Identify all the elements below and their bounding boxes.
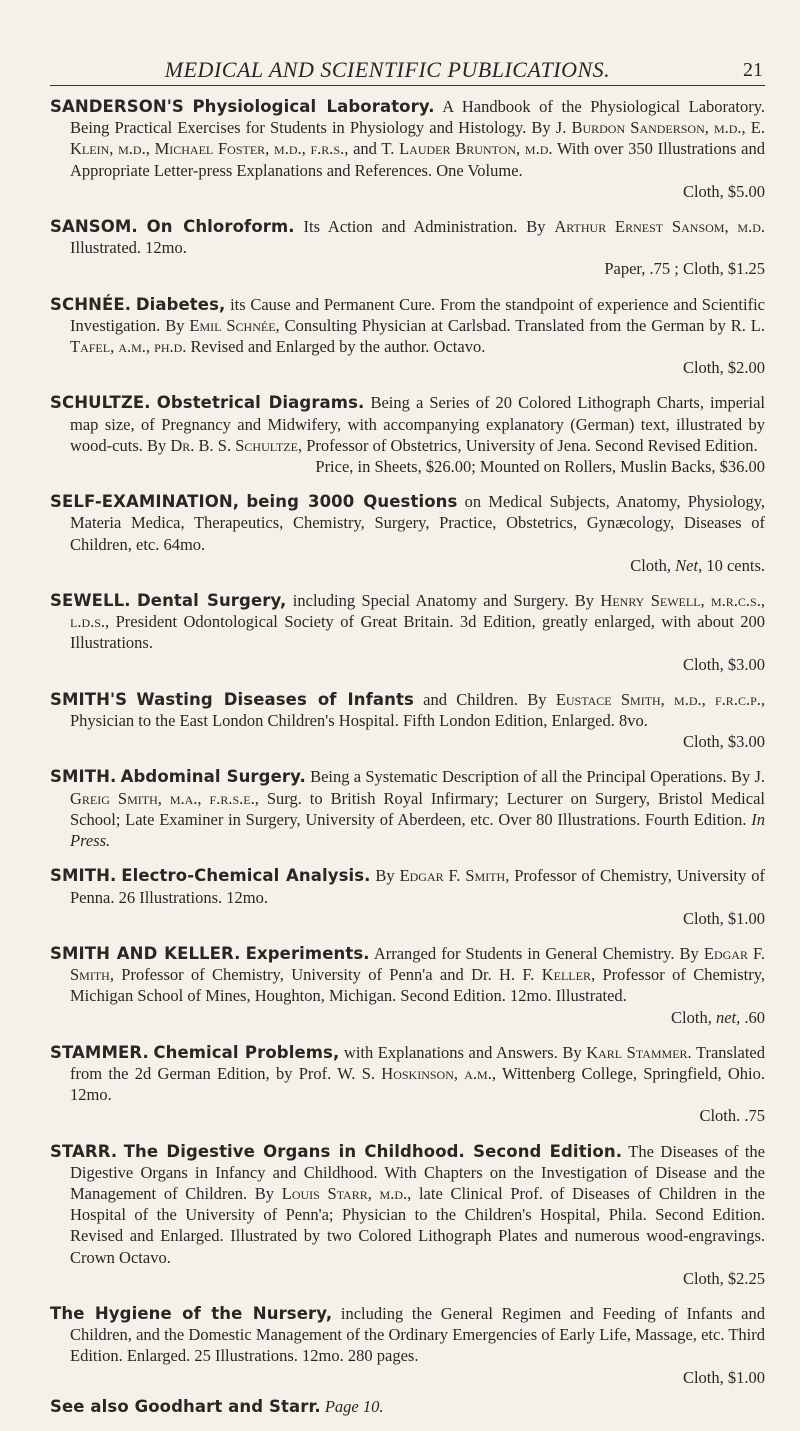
entry-author: STAMMER.: [50, 1042, 149, 1062]
entry-price: [70, 1007, 765, 1028]
catalog-page: [50, 55, 765, 1431]
entry-description: President Odontological Society of Great Britain. 3d Edition, greatly enlarged, with about 200 Illustrations.: [70, 612, 765, 653]
entry-status: In Press.: [70, 809, 766, 851]
entry-title: Abdominal Surgery.: [120, 767, 306, 787]
entry-author: SMITH.: [50, 866, 117, 886]
running-title: MEDICAL AND SCIENTIFIC PUBLICATIONS.: [164, 57, 611, 82]
entry-description: Wittenberg College, Springfield, Ohio. 12mo.: [70, 1063, 765, 1105]
entry-price: [70, 555, 765, 576]
catalog-entry: [50, 1042, 765, 1127]
entry-names: Greig Smith, m.a., f.r.s.e.,: [70, 788, 259, 808]
entry-description: Professor of Obstetrics, University of Jena. Second Revised Edition.: [302, 435, 758, 455]
entry-description: Professor of Chemistry, University of Penna. 26 Illustrations. 12mo.: [70, 866, 765, 907]
entry-author: SMITH'S: [50, 689, 128, 709]
entry-description: Being a Systematic Description of all the Principal Operations. By J.: [310, 767, 765, 787]
catalog-entry: [50, 766, 765, 851]
entry-description: on Medical Subjects, Anatomy, Physiology, Materia Medica, Therapeutics, Chemistry, Surgery, Practice, Obstetrics, Gynæcology, Diseases of Children, etc. 64mo.: [70, 492, 766, 554]
entry-title: Electro-Chemical Analysis.: [121, 866, 371, 886]
entry-title: Physiological Laboratory.: [192, 97, 435, 116]
entry-names: Louis Starr, m.d.,: [281, 1183, 412, 1203]
see-also-text: See also Goodhart and Starr.: [50, 1396, 321, 1416]
catalog-entry: [50, 865, 765, 929]
entry-names: Keller,: [541, 965, 596, 985]
entry-description: With over 350 Illustrations and Appropriate Letter-press Explanations and References. One Volume.: [70, 139, 765, 180]
entry-title: The Hygiene of the Nursery,: [50, 1303, 333, 1323]
entry-names: Arthur Ernest Sansom, m.d.: [554, 217, 765, 237]
entry-description: Translated from the 2d German Edition, by Prof. W. S.: [70, 1042, 765, 1083]
entry-price-net: net,: [715, 1007, 741, 1027]
entry-author: SCHNÉE.: [50, 294, 132, 314]
entry-title: Experiments.: [245, 943, 370, 963]
catalog-entry: [50, 943, 765, 1028]
entry-price-suffix: 10 cents.: [702, 555, 765, 575]
entry-names: Henry Sewell, m.r.c.s., l.d.s.,: [70, 591, 765, 632]
entry-names: Burdon Sanderson, m.d., E. Klein, m.d., Michael Foster, m.d., f.r.s.,: [70, 118, 765, 159]
entry-author: SELF-EXAMINATION,: [50, 492, 240, 512]
entry-price: Cloth, $2.00: [682, 358, 765, 378]
entry-description: Being a Series of 20 Colored Lithograph Charts, imperial map size, of Pregnancy and Midwifery, with accompanying explanatory (German) text, illustrated by wood-cuts. By: [70, 393, 766, 455]
entry-author: SMITH.: [50, 767, 117, 787]
entry-price: Cloth, $1.00: [682, 908, 765, 928]
entry-price: Cloth, $5.00: [682, 181, 765, 201]
see-also-note: [50, 1396, 765, 1417]
entry-description: Illustrated. 12mo.: [70, 238, 187, 258]
catalog-entry: [50, 294, 765, 379]
entry-names: Emil Schnée,: [189, 315, 280, 335]
entry-price: Cloth, $2.25: [682, 1268, 765, 1288]
entry-description: Arranged for Students in General Chemistry. By: [373, 943, 704, 963]
entry-description: and T.: [348, 139, 400, 159]
entry-price: Price, in Sheets, $26.00; Mounted on Rollers, Muslin Backs, $36.00: [315, 457, 765, 477]
entry-author: SMITH AND KELLER.: [50, 943, 241, 963]
entry-names: Tafel, a.m., ph.d.: [70, 337, 187, 357]
entry-description: including the General Regimen and Feeding of Infants and Children, and the Domestic Management of the Ordinary Emergencies of Early Life, Massage, etc. Third Edition. Enlarged. 25 Illustrations. 12mo. 280 pages.: [70, 1303, 766, 1366]
entry-description: late Clinical Prof. of Diseases of Children in the Hospital of the University of Penn'a; Physician to the Children's Hospital, Phila. Second Edition. Revised and Enlarged. Illustrated by two Colored Lithograph Plates and numerous wood-engravings. Crown Octavo.: [70, 1183, 765, 1267]
entry-description: including Special Anatomy and Surgery. By: [292, 591, 601, 611]
entry-title: Wasting Diseases of Infants: [136, 689, 414, 709]
catalog-entry: [50, 216, 765, 280]
entry-price-suffix: .60: [740, 1007, 765, 1027]
entry-description: Professor of Chemistry, University of Penn'a and Dr. H. F.: [113, 965, 542, 985]
catalog-entry: [50, 392, 765, 477]
see-also-page-ref: Page 10.: [324, 1396, 384, 1416]
entry-description: Its Action and Administration. By: [303, 217, 555, 237]
entry-names: Hoskinson, a.m.,: [381, 1063, 496, 1083]
running-head: [50, 55, 765, 86]
catalog-entry: [50, 1141, 765, 1289]
catalog-entry: [50, 590, 765, 675]
entry-title: On Chloroform.: [146, 217, 295, 237]
page-number: 21: [743, 59, 763, 81]
entry-names: Dr. B. S. Schultze,: [170, 435, 303, 455]
entry-author: STARR.: [50, 1141, 118, 1161]
entry-title: The Digestive Organs in Childhood. Second Edition.: [123, 1141, 623, 1161]
entry-author: SEWELL.: [50, 591, 131, 611]
entry-description: The Diseases of the Digestive Organs in Infancy and Childhood. With Chapters on the Investigation of Disease and the Management of Children. By: [70, 1141, 766, 1203]
entry-price-prefix: Cloth,: [671, 1007, 716, 1027]
entry-price: Cloth, $3.00: [682, 654, 765, 674]
entry-price: Cloth. .75: [699, 1106, 765, 1126]
entry-description: Professor of Chemistry, Michigan School of Mines, Houghton, Michigan. Second Edition. 12mo. Illustrated.: [70, 965, 765, 1006]
entry-names: Eustace Smith, m.d., f.r.c.p.,: [555, 689, 765, 709]
entry-price: Paper, .75 ; Cloth, $1.25: [604, 259, 765, 279]
entry-description: Surg. to British Royal Infirmary; Lecturer on Surgery, Bristol Medical School; Late Examiner in Surgery, University of Aberdeen, etc. Over 80 Illustrations. Fourth Edition.: [70, 788, 765, 829]
catalog-entry: [50, 1303, 765, 1388]
entry-title: Diabetes,: [135, 294, 226, 314]
entry-description: A Handbook of the Physiological Laboratory. Being Practical Exercises for Students in Physiology and Histology. By J.: [70, 97, 766, 138]
entry-names: Edgar F. Smith,: [399, 866, 510, 886]
entry-names: Karl Stammer.: [586, 1042, 692, 1062]
entry-description: with Explanations and Answers. By: [343, 1042, 587, 1062]
entry-price-net: Net,: [675, 555, 703, 575]
entry-names: Edgar F. Smith,: [70, 943, 766, 985]
entry-title: Chemical Problems,: [153, 1042, 340, 1062]
entry-description: Physician to the East London Children's Hospital. Fifth London Edition, Enlarged. 8vo.: [70, 711, 648, 731]
catalog-entry: [50, 491, 765, 576]
entry-description: By: [375, 866, 400, 886]
entry-price: Cloth, $1.00: [682, 1367, 765, 1387]
entry-price-prefix: Cloth,: [630, 555, 676, 575]
entry-author: SANDERSON'S: [50, 97, 184, 116]
entry-description: and Children. By: [423, 689, 556, 709]
entry-description: Consulting Physician at Carlsbad. Translated from the German by R. L.: [279, 315, 766, 335]
entry-title: Dental Surgery,: [136, 591, 287, 611]
catalog-entry: [50, 96, 765, 202]
entry-price: Cloth, $3.00: [682, 732, 765, 752]
entry-title: Obstetrical Diagrams.: [156, 393, 365, 413]
entry-names: Lauder Brunton, m.d.: [399, 139, 553, 159]
entry-description: Revised and Enlarged by the author. Octavo.: [186, 337, 486, 357]
entry-author: SANSOM.: [50, 217, 138, 237]
entry-description: its Cause and Permanent Cure. From the standpoint of experience and Scientific Investigation. By: [70, 294, 765, 335]
entry-title: being 3000 Questions: [246, 492, 458, 512]
entry-author: SCHULTZE.: [50, 393, 151, 413]
catalog-entry: [50, 689, 765, 753]
